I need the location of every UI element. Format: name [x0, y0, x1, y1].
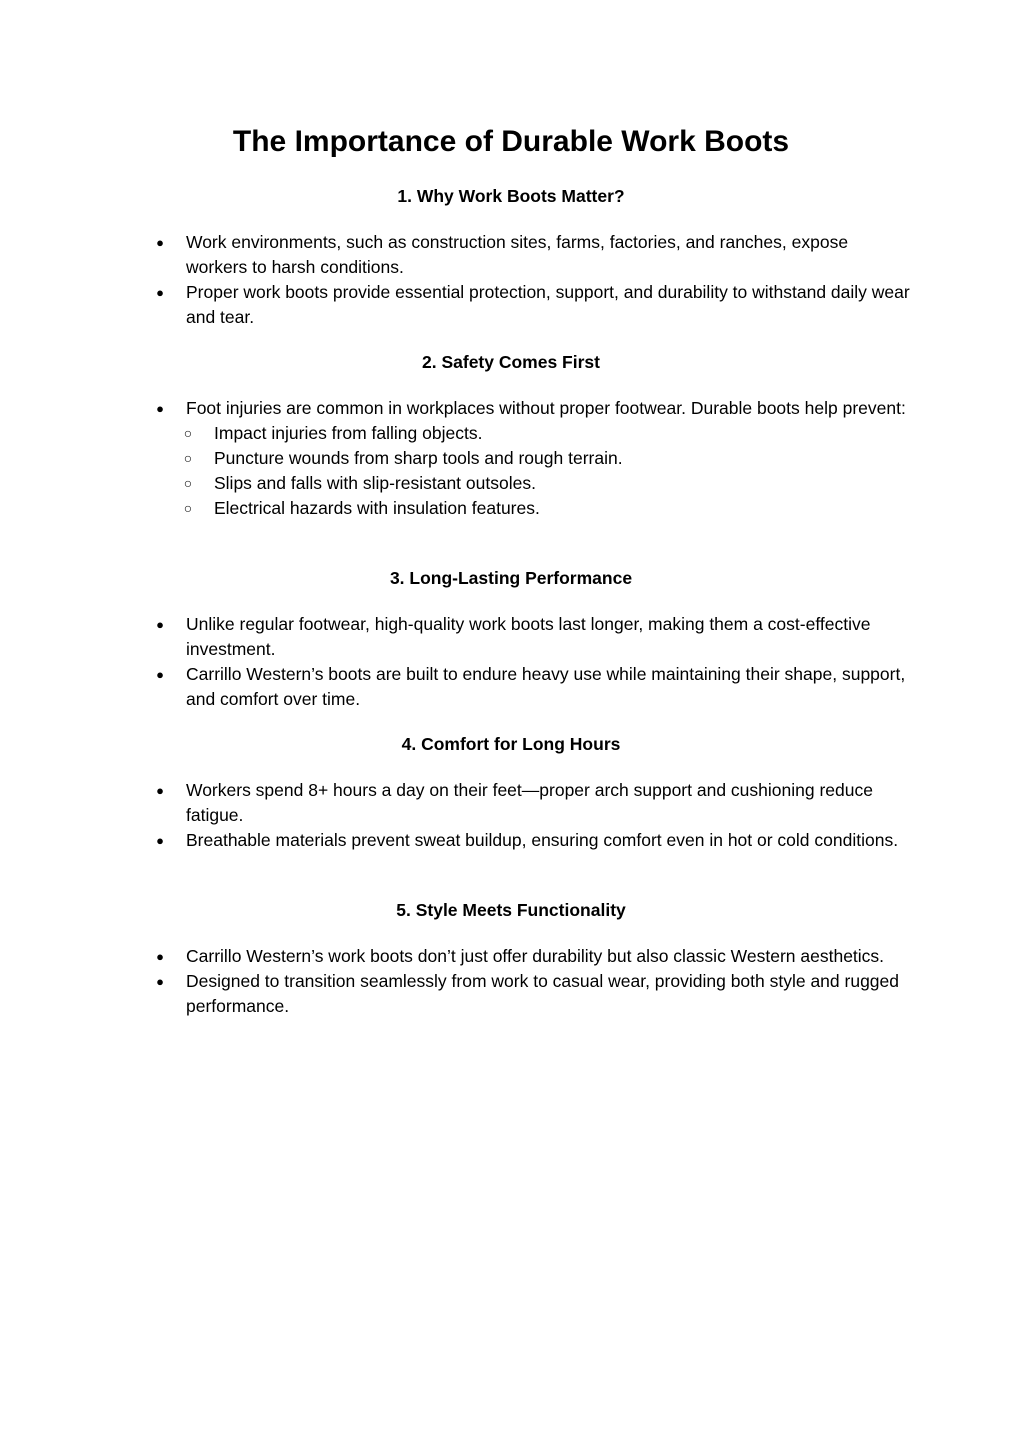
list-item — [152, 280, 912, 330]
sub-list-item — [152, 446, 912, 471]
section-heading: 5. Style Meets Functionality — [396, 900, 626, 920]
list-item-text: Workers spend 8+ hours a day on their feet—proper arch support and cushioning reduce fatigue. — [186, 780, 873, 825]
sub-list — [152, 421, 912, 521]
bullet-icon: ● — [156, 949, 164, 964]
section-heading: 2. Safety Comes First — [422, 352, 600, 372]
list-item-text: Work environments, such as construction sites, farms, factories, and ranches, expose workers to harsh conditions. — [186, 232, 849, 277]
list-item-text: Foot injuries are common in workplaces without proper footwear. Durable boots help prevent: — [186, 398, 906, 418]
bullet-list — [152, 778, 912, 853]
list-item-text: Proper work boots provide essential protection, support, and durability to withstand daily wear and tear. — [186, 282, 910, 327]
page-title: The Importance of Durable Work Boots — [232, 125, 790, 158]
list-item-text: Carrillo Western’s boots are built to endure heavy use while maintaining their shape, support, and comfort over time. — [186, 664, 906, 709]
bullet-list — [152, 396, 912, 521]
bullet-list — [152, 230, 912, 330]
bullet-icon: ● — [156, 235, 164, 250]
hollow-bullet-icon: ○ — [183, 425, 193, 441]
list-item-text: Carrillo Western’s work boots don’t just offer durability but also classic Western aesthetics. — [186, 946, 885, 966]
sub-list-item-text: Impact injuries from falling objects. — [214, 423, 483, 443]
hollow-bullet-icon: ○ — [183, 450, 193, 466]
bullet-icon: ● — [156, 833, 164, 848]
sub-list-item — [152, 496, 912, 521]
list-item-text: Unlike regular footwear, high-quality work boots last longer, making them a cost-effective investment. — [186, 614, 871, 659]
list-item — [152, 828, 912, 853]
sub-list-item — [152, 421, 912, 446]
bullet-icon: ● — [156, 783, 164, 798]
section-heading: 1. Why Work Boots Matter? — [397, 186, 625, 206]
list-item — [152, 612, 912, 662]
sub-list-container — [152, 421, 912, 521]
hollow-bullet-icon: ○ — [183, 475, 193, 491]
bullet-icon: ● — [156, 401, 164, 416]
list-item — [152, 778, 912, 828]
section-heading: 4. Comfort for Long Hours — [401, 734, 621, 754]
sub-list-item-text: Slips and falls with slip-resistant outsoles. — [214, 473, 536, 493]
list-item — [152, 230, 912, 280]
list-item-text: Breathable materials prevent sweat buildup, ensuring comfort even in hot or cold conditions. — [186, 830, 899, 850]
list-item — [152, 944, 912, 969]
bullet-icon: ● — [156, 667, 164, 682]
sub-list-item-text: Electrical hazards with insulation features. — [214, 498, 540, 518]
list-item — [152, 396, 912, 421]
bullet-list — [152, 612, 912, 712]
list-item-text: Designed to transition seamlessly from work to casual wear, providing both style and rugged performance. — [186, 971, 900, 1016]
bullet-icon: ● — [156, 285, 164, 300]
bullet-list — [152, 944, 912, 1019]
hollow-bullet-icon: ○ — [183, 500, 193, 516]
sub-list-item — [152, 471, 912, 496]
list-item — [152, 969, 912, 1019]
sub-list-item-text: Puncture wounds from sharp tools and rough terrain. — [214, 448, 623, 468]
bullet-icon: ● — [156, 617, 164, 632]
list-item — [152, 662, 912, 712]
section-heading: 3. Long-Lasting Performance — [389, 568, 633, 588]
bullet-icon: ● — [156, 974, 164, 989]
